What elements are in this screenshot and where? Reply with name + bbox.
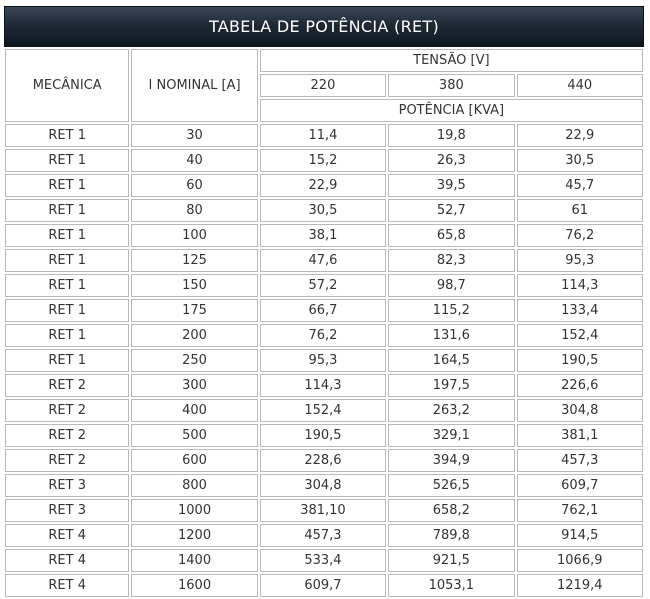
cell-kva-440: 114,3	[517, 274, 643, 297]
cell-i-nominal: 300	[131, 374, 257, 397]
cell-kva-220: 22,9	[260, 174, 386, 197]
cell-kva-440: 226,6	[517, 374, 643, 397]
cell-kva-220: 152,4	[260, 399, 386, 422]
cell-kva-380: 394,9	[388, 449, 514, 472]
cell-mecanica: RET 1	[5, 174, 129, 197]
cell-i-nominal: 100	[131, 224, 257, 247]
cell-kva-380: 658,2	[388, 499, 514, 522]
table-row	[5, 149, 643, 172]
cell-kva-440: 762,1	[517, 499, 643, 522]
cell-kva-440: 381,1	[517, 424, 643, 447]
table-row	[5, 324, 643, 347]
table-row	[5, 124, 643, 147]
table-row	[5, 174, 643, 197]
cell-mecanica: RET 1	[5, 199, 129, 222]
cell-kva-380: 526,5	[388, 474, 514, 497]
cell-mecanica: RET 1	[5, 324, 129, 347]
cell-kva-220: 95,3	[260, 349, 386, 372]
cell-kva-440: 1219,4	[517, 574, 643, 597]
cell-kva-380: 263,2	[388, 399, 514, 422]
cell-kva-380: 197,5	[388, 374, 514, 397]
cell-i-nominal: 60	[131, 174, 257, 197]
power-table	[3, 47, 645, 599]
cell-mecanica: RET 1	[5, 149, 129, 172]
table-title: TABELA DE POTÊNCIA (RET)	[4, 6, 644, 47]
table-row	[5, 274, 643, 297]
cell-i-nominal: 200	[131, 324, 257, 347]
cell-kva-220: 30,5	[260, 199, 386, 222]
cell-i-nominal: 30	[131, 124, 257, 147]
cell-kva-440: 30,5	[517, 149, 643, 172]
cell-kva-220: 38,1	[260, 224, 386, 247]
cell-mecanica: RET 1	[5, 349, 129, 372]
cell-mecanica: RET 1	[5, 274, 129, 297]
cell-i-nominal: 1600	[131, 574, 257, 597]
cell-kva-440: 95,3	[517, 249, 643, 272]
cell-kva-380: 921,5	[388, 549, 514, 572]
header-voltage-380: 380	[388, 74, 514, 97]
cell-mecanica: RET 2	[5, 374, 129, 397]
cell-kva-220: 457,3	[260, 524, 386, 547]
cell-i-nominal: 1400	[131, 549, 257, 572]
cell-kva-440: 22,9	[517, 124, 643, 147]
cell-mecanica: RET 2	[5, 424, 129, 447]
header-voltage-220: 220	[260, 74, 386, 97]
table-row	[5, 524, 643, 547]
table-row	[5, 449, 643, 472]
power-table-container	[4, 6, 644, 599]
table-row	[5, 424, 643, 447]
cell-i-nominal: 175	[131, 299, 257, 322]
cell-kva-380: 98,7	[388, 274, 514, 297]
cell-kva-220: 76,2	[260, 324, 386, 347]
table-row	[5, 549, 643, 572]
table-row	[5, 249, 643, 272]
cell-kva-220: 228,6	[260, 449, 386, 472]
cell-i-nominal: 125	[131, 249, 257, 272]
cell-kva-220: 114,3	[260, 374, 386, 397]
cell-kva-380: 131,6	[388, 324, 514, 347]
cell-kva-440: 1066,9	[517, 549, 643, 572]
cell-mecanica: RET 2	[5, 399, 129, 422]
cell-mecanica: RET 4	[5, 574, 129, 597]
cell-kva-220: 66,7	[260, 299, 386, 322]
table-row	[5, 374, 643, 397]
table-row	[5, 574, 643, 597]
cell-i-nominal: 1200	[131, 524, 257, 547]
header-mecanica: MECÂNICA	[5, 49, 129, 122]
cell-i-nominal: 40	[131, 149, 257, 172]
cell-kva-380: 1053,1	[388, 574, 514, 597]
table-row	[5, 224, 643, 247]
cell-kva-440: 457,3	[517, 449, 643, 472]
cell-kva-380: 65,8	[388, 224, 514, 247]
cell-kva-220: 57,2	[260, 274, 386, 297]
cell-i-nominal: 800	[131, 474, 257, 497]
cell-i-nominal: 150	[131, 274, 257, 297]
cell-kva-380: 789,8	[388, 524, 514, 547]
cell-kva-380: 164,5	[388, 349, 514, 372]
table-row	[5, 499, 643, 522]
cell-kva-440: 133,4	[517, 299, 643, 322]
cell-kva-220: 304,8	[260, 474, 386, 497]
cell-kva-440: 914,5	[517, 524, 643, 547]
cell-mecanica: RET 3	[5, 474, 129, 497]
cell-kva-440: 45,7	[517, 174, 643, 197]
cell-kva-220: 15,2	[260, 149, 386, 172]
table-row	[5, 299, 643, 322]
table-row	[5, 199, 643, 222]
cell-kva-380: 26,3	[388, 149, 514, 172]
cell-kva-220: 190,5	[260, 424, 386, 447]
cell-kva-380: 19,8	[388, 124, 514, 147]
table-row	[5, 474, 643, 497]
cell-mecanica: RET 1	[5, 124, 129, 147]
cell-kva-380: 52,7	[388, 199, 514, 222]
cell-i-nominal: 1000	[131, 499, 257, 522]
cell-mecanica: RET 4	[5, 549, 129, 572]
header-tensao: TENSÃO [V]	[260, 49, 643, 72]
cell-mecanica: RET 1	[5, 249, 129, 272]
cell-kva-440: 61	[517, 199, 643, 222]
cell-mecanica: RET 2	[5, 449, 129, 472]
cell-kva-440: 76,2	[517, 224, 643, 247]
cell-kva-220: 533,4	[260, 549, 386, 572]
cell-kva-440: 152,4	[517, 324, 643, 347]
header-voltage-440: 440	[517, 74, 643, 97]
cell-kva-220: 47,6	[260, 249, 386, 272]
cell-i-nominal: 80	[131, 199, 257, 222]
header-potencia: POTÊNCIA [KVA]	[260, 99, 643, 122]
cell-kva-380: 82,3	[388, 249, 514, 272]
cell-i-nominal: 600	[131, 449, 257, 472]
cell-i-nominal: 500	[131, 424, 257, 447]
table-row	[5, 399, 643, 422]
cell-mecanica: RET 1	[5, 299, 129, 322]
cell-mecanica: RET 3	[5, 499, 129, 522]
cell-kva-440: 609,7	[517, 474, 643, 497]
cell-mecanica: RET 1	[5, 224, 129, 247]
cell-kva-380: 329,1	[388, 424, 514, 447]
cell-kva-380: 115,2	[388, 299, 514, 322]
cell-kva-440: 304,8	[517, 399, 643, 422]
table-row	[5, 349, 643, 372]
cell-kva-220: 609,7	[260, 574, 386, 597]
cell-kva-220: 11,4	[260, 124, 386, 147]
header-i-nominal: I NOMINAL [A]	[131, 49, 257, 122]
cell-kva-220: 381,10	[260, 499, 386, 522]
cell-kva-380: 39,5	[388, 174, 514, 197]
cell-mecanica: RET 4	[5, 524, 129, 547]
cell-i-nominal: 250	[131, 349, 257, 372]
cell-i-nominal: 400	[131, 399, 257, 422]
cell-kva-440: 190,5	[517, 349, 643, 372]
